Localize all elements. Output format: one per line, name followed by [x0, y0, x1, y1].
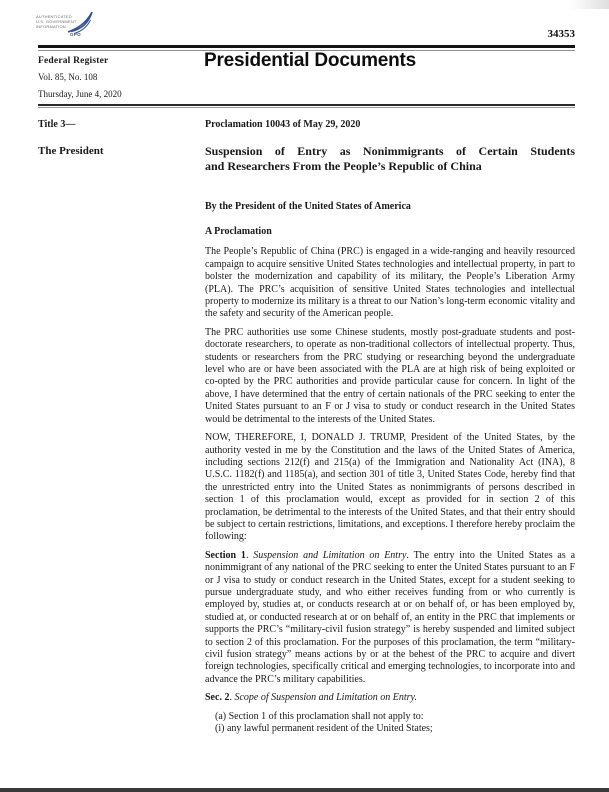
gpo-auth-line2: U.S. GOVERNMENT: [36, 19, 77, 24]
sidebar-title-3: Title 3—: [38, 119, 76, 130]
document-title-line1: Suspension of Entry as Nonimmigrants of Certain Students: [205, 144, 575, 159]
clause-a: (a) Section 1 of this proclamation shall not apply to:: [215, 710, 424, 722]
masthead-rule-thin: [38, 107, 575, 108]
proclamation-number-line: Proclamation 10043 of May 29, 2020: [205, 119, 361, 130]
paragraph-1: The People’s Republic of China (PRC) is engaged in a wide-ranging and heavily resourced campaign to acquire sensitive United States technologies and intellectual property, in part to bolster the modernization and capability of its military, the People’s Liberation Army (PLA). The PRC’s acquisition of sensitive United States technologies and intellectual property to modernize its military is a threat to our Nation’s long-term economic vitality and the safety and security of the American people.: [205, 246, 575, 320]
gpo-auth-line3: INFORMATION: [36, 24, 66, 29]
window-bottom-edge: [0, 788, 609, 792]
gpo-label: GPO: [70, 32, 81, 37]
section-2: Sec. 2. Scope of Suspension and Limitation on Entry.: [205, 692, 417, 704]
sidebar-the-president: The President: [38, 145, 104, 157]
proclamation-heading: A Proclamation: [205, 226, 272, 237]
publication-name: Federal Register: [38, 56, 109, 66]
gpo-auth-line1: AUTHENTICATED: [36, 14, 72, 19]
section-2-title: Scope of Suspension and Limitation on Entry.: [234, 692, 417, 704]
section-1-title: Suspension and Limitation on Entry: [253, 549, 407, 561]
issue-date: Thursday, June 4, 2020: [38, 89, 122, 99]
page-number: 34353: [547, 28, 575, 40]
clause-i: (i) any lawful permanent resident of the United States;: [215, 723, 433, 735]
section-1-body: The entry into the United States as a nonimmigrant of any national of the PRC seeking to enter the United States pursuant to an F or J visa to study or conduct research in the United States, except for a student seeking to pursue undergraduate study, and who either receives funding from or who currently is employed by, studies at, or conducts research at or on behalf of, or has been employed by, studied at, or conducted research at or on behalf of, an entity in the PRC that implements or supports the PRC’s “military-civil fusion strategy” is hereby suspended and limited subject to section 2 of this proclamation. For the purposes of this proclamation, the term “military-civil fusion strategy” means actions by or at the behest of the PRC to acquire and divert foreign technologies, specifically critical and emerging technologies, to incorporate into and advance the PRC’s military capabilities.: [205, 549, 576, 685]
byline: By the President of the United States of America: [205, 200, 411, 212]
masthead-rule-thick: [38, 104, 575, 106]
document-body: [205, 119, 575, 735]
section-title: Presidential Documents: [204, 50, 417, 71]
section-1: Section 1. Suspension and Limitation on Entry. The entry into the United States as a nonimmigrant of any national of the PRC seeking to enter the United States pursuant to an F or J visa to study or conduct research in the United States, except for a student seeking to pursue undergraduate study, and who either receives funding from or who currently is employed by, studies at, or conducts research at or on behalf of, or has been employed by, studied at, or conducted research at or on behalf of, an entity in the PRC that implements or supports the PRC’s “military-civil fusion strategy” is hereby suspended and limited subject to section 2 of this proclamation. For the purposes of this proclamation, the term “military-civil fusion strategy” means actions by or at the behest of the PRC to acquire and divert foreign technologies, specifically critical and emerging technologies, to incorporate into and advance the PRC’s military capabilities.: [205, 549, 576, 685]
paragraph-2: The PRC authorities use some Chinese students, mostly post-graduate students and post-doctorate researchers, to operate as non-traditional collectors of intellectual property. Thus, students or researchers from the PRC studying or researching beyond the undergraduate level who are or have been associated with the PLA are at high risk of being exploited or co-opted by the PRC authorities and provide particular cause for concern. In light of the above, I have determined that the entry of certain nationals of the PRC seeking to enter the United States pursuant to an F or J visa to study or conduct research in the United States would be detrimental to the interests of the United States.: [205, 326, 575, 425]
page-corner-shade: [563, 0, 609, 9]
document-title-line2: and Researchers From the People’s Republic of China: [205, 159, 482, 173]
paragraph-3: NOW, THEREFORE, I, DONALD J. TRUMP, President of the United States, by the authority vested in me by the Constitution and the laws of the United States of America, including sections 212(f) and 215(a) of the Immigration and Nationality Act (INA), 8 U.S.C. 1182(f) and 1185(a), and section 301 of title 3, United States Code, hereby find that the unrestricted entry into the United States as nonimmigrants of persons described in section 1 of this proclamation would, except as provided for in section 2 of this proclamation, be detrimental to the interests of the United States, and that their entry should be subject to certain restrictions, limitations, and exceptions. I therefore hereby proclaim the following:: [205, 432, 575, 543]
top-rule-thick: [38, 45, 575, 48]
volume-line: Vol. 85, No. 108: [38, 72, 98, 82]
section-2-label: Sec. 2: [205, 692, 230, 704]
document-title: [205, 144, 575, 173]
section-1-label: Section 1: [205, 549, 246, 561]
